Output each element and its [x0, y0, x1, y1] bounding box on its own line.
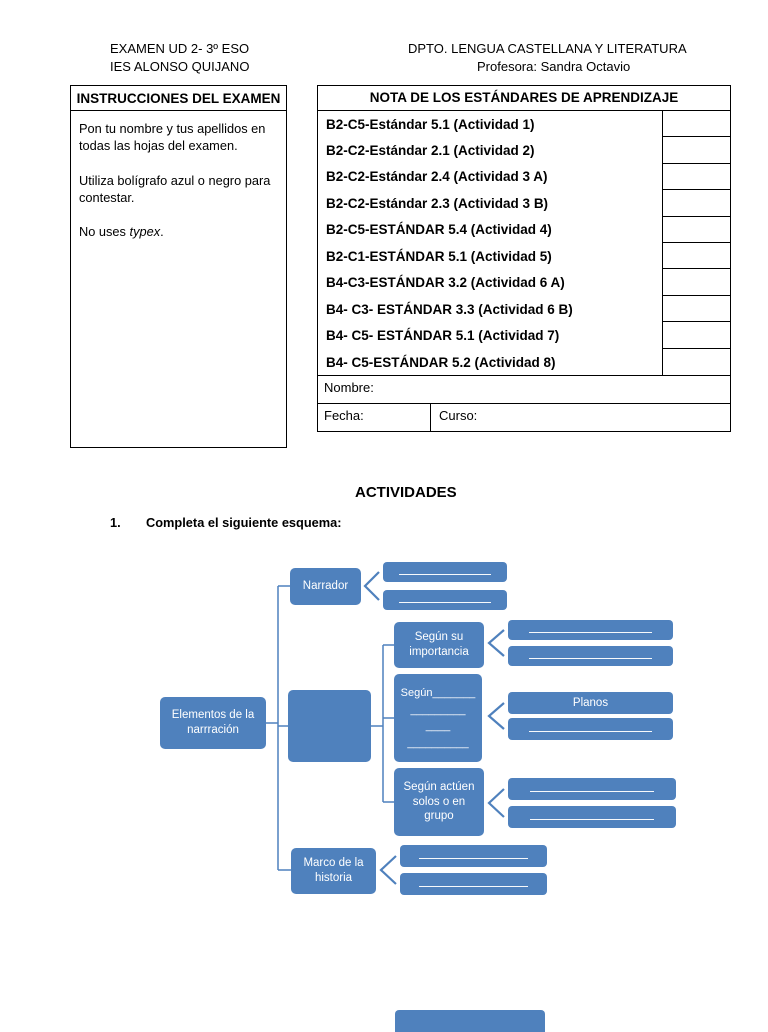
standard-label: B2-C2-Estándar 2.3 (Actividad 3 B)	[326, 195, 549, 211]
standard-label: B2-C1-ESTÁNDAR 5.1 (Actividad 5)	[326, 248, 552, 264]
instructions-box	[70, 85, 287, 448]
grade-cell	[662, 322, 730, 348]
marco-blank-bar-2	[400, 873, 547, 895]
instruction-paragraph-3: No uses typex.	[79, 224, 164, 240]
header-school-name: IES ALONSO QUIJANO	[110, 59, 250, 74]
segun-actuen-node: Según actúen solos o en grupo	[394, 768, 484, 836]
curso-cell: Curso:	[439, 408, 478, 424]
planos-chevron-icon	[489, 703, 504, 729]
table-row	[318, 269, 730, 295]
actuen-blank-bar-2	[508, 806, 676, 828]
table-row	[318, 137, 730, 163]
standard-label: B4- C3- ESTÁNDAR 3.3 (Actividad 6 B)	[326, 301, 573, 317]
standard-label: B4- C5-ESTÁNDAR 5.2 (Actividad 8)	[326, 354, 556, 370]
middle-connector-line	[371, 645, 394, 802]
table-row	[318, 243, 730, 269]
segun-importancia-node: Según su importancia	[394, 622, 484, 668]
planos-bar: Planos	[508, 692, 673, 714]
bottom-partial-bar	[395, 1010, 545, 1032]
grade-cell	[662, 111, 730, 137]
actuen-chevron-icon	[489, 789, 504, 817]
standard-label: B2-C2-Estándar 2.4 (Actividad 3 A)	[326, 169, 548, 185]
instruction-paragraph-1: Pon tu nombre y tus apellidos en todas las hojas del examen.	[79, 121, 266, 154]
empty-middle-node	[288, 690, 371, 762]
typex-italic: typex	[129, 224, 161, 240]
grade-cell	[662, 296, 730, 322]
fecha-cell: Fecha:	[318, 404, 431, 431]
header-exam-title: EXAMEN UD 2- 3º ESO	[110, 41, 250, 56]
actuen-blank-bar-1	[508, 778, 676, 800]
segun-blank-lines: Según_______ _________ ____ __________	[400, 687, 476, 749]
activity-number: 1.	[110, 515, 121, 530]
activities-heading: ACTIVIDADES	[355, 484, 457, 501]
grade-cell	[662, 217, 730, 243]
root-node: Elementos de la narrración	[160, 697, 266, 749]
narrador-blank-bar-1	[383, 562, 507, 582]
narrador-blank-bar-2	[383, 590, 507, 610]
standards-table	[317, 85, 731, 432]
instruction-paragraph-2: Utiliza bolígrafo azul o negro para contestar.	[79, 172, 271, 205]
instructions-body	[71, 111, 286, 266]
grade-cell	[662, 269, 730, 295]
instructions-title: INSTRUCCIONES DEL EXAMEN	[71, 86, 286, 111]
importancia-chevron-icon	[489, 630, 504, 656]
header-department: DPTO. LENGUA CASTELLANA Y LITERATURA	[408, 41, 687, 56]
table-row	[318, 190, 730, 216]
narrador-chevron-icon	[365, 572, 379, 600]
grade-cell	[662, 164, 730, 190]
table-row	[318, 217, 730, 243]
standard-label: B4- C5- ESTÁNDAR 5.1 (Actividad 7)	[326, 328, 560, 344]
table-row	[318, 111, 730, 137]
marco-chevron-icon	[381, 856, 396, 884]
narrador-node: Narrador	[290, 568, 361, 605]
grade-cell	[662, 137, 730, 163]
segun-blank-node	[394, 674, 482, 762]
table-row	[318, 349, 730, 375]
header-teacher: Profesora: Sandra Octavio	[477, 59, 631, 74]
importancia-blank-bar-1	[508, 620, 673, 640]
planos-blank-bar	[508, 718, 673, 740]
nombre-row: Nombre:	[318, 375, 730, 403]
table-row	[318, 296, 730, 322]
standards-rows	[318, 111, 730, 375]
importancia-blank-bar-2	[508, 646, 673, 666]
marco-blank-bar-1	[400, 845, 547, 867]
marco-node: Marco de la historia	[291, 848, 376, 894]
standards-title: NOTA DE LOS ESTÁNDARES DE APRENDIZAJE	[318, 86, 730, 111]
grade-cell	[662, 243, 730, 269]
fecha-curso-row	[318, 403, 730, 431]
table-row	[318, 322, 730, 348]
grade-cell	[662, 349, 730, 375]
standard-label: B2-C5-ESTÁNDAR 5.4 (Actividad 4)	[326, 222, 552, 238]
table-row	[318, 164, 730, 190]
standard-label: B2-C2-Estándar 2.1 (Actividad 2)	[326, 143, 535, 159]
standard-label: B2-C5-Estándar 5.1 (Actividad 1)	[326, 116, 535, 132]
activity-instruction: Completa el siguiente esquema:	[146, 515, 342, 530]
standard-label: B4-C3-ESTÁNDAR 3.2 (Actividad 6 A)	[326, 275, 565, 291]
grade-cell	[662, 190, 730, 216]
